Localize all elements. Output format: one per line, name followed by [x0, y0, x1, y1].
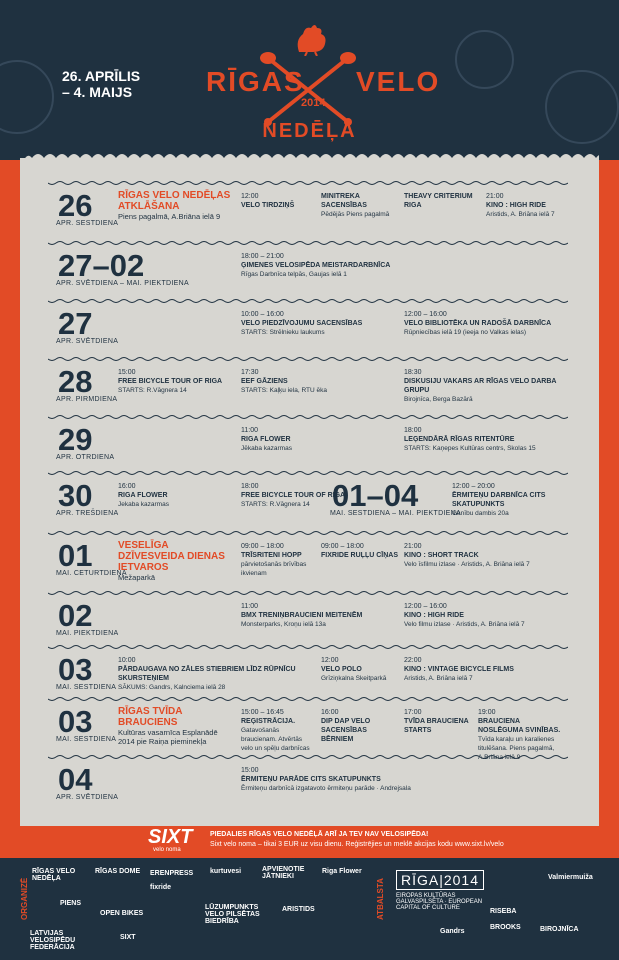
event-item — [321, 708, 398, 744]
event-dates — [62, 68, 140, 100]
event-name: VELO POLO — [321, 666, 362, 673]
event-name: RIGA FLOWER — [118, 492, 168, 499]
promo-details: Sixt velo noma – tikai 3 EUR uz visu dienu. Reģistrējies un meklē akcijas kodu www.sixt.lv/velo — [210, 841, 504, 848]
event-place: Tvīda karaļu un karalienes titulēšana. Piens pagalmā, A.Briāna ielā 9 — [478, 736, 555, 761]
event-time: 10:00 — [118, 657, 136, 664]
event-item — [241, 368, 398, 395]
event-place: Jēkaba kazarmas — [241, 445, 292, 452]
event-place: STARTS: R.Vāgnera 14 — [241, 501, 310, 508]
featured-event — [118, 190, 233, 221]
promo-text — [210, 830, 504, 850]
event-item — [321, 542, 398, 560]
row-divider — [48, 644, 568, 650]
event-name: MINITREKA SACENSĪBAS — [321, 193, 367, 209]
organizers-label: ORGANIZĒ — [20, 877, 29, 920]
promo-headline: PIEDALIES RĪGAS VELO NEDĒĻĀ ARĪ JA TEV NAV VELOSIPĒDA! — [210, 831, 429, 838]
sponsor-logo: fixride — [150, 884, 172, 891]
row-day-number: 01 — [58, 538, 93, 573]
featured-event-title: RĪGAS TVĪDA BRAUCIENS — [118, 706, 183, 728]
schedule-row — [48, 538, 568, 596]
row-weekday: MAI. SESTDIENA — [56, 736, 117, 743]
event-name: FIXRIDE RUĻĻU CĪŅAS — [321, 552, 398, 559]
event-place: STARTS: Kaļķu iela, RTU ēka — [241, 387, 327, 394]
event-time: 18:00 – 21:00 — [241, 253, 284, 260]
row-weekday: APR. SVĒTDIENA – MAI. PIEKTDIENA — [56, 280, 189, 287]
logo-word-velo: VELO — [356, 66, 441, 97]
row-day-number: 29 — [58, 422, 93, 457]
event-time: 12:00 – 16:00 — [404, 603, 447, 610]
event-item — [404, 708, 472, 735]
sponsor-logo: ARISTIDS — [282, 906, 315, 913]
event-item — [118, 368, 235, 395]
row-day-range: 01–04 — [332, 478, 419, 513]
row-day-number: 03 — [58, 704, 93, 739]
bicycle-wheel-decoration — [455, 30, 514, 89]
featured-event-place: Mežaparkā — [118, 573, 156, 582]
row-day-number: 04 — [58, 762, 93, 797]
row-weekday: APR. TREŠDIENA — [56, 510, 119, 517]
event-item — [241, 482, 446, 509]
event-time: 12:00 – 20:00 — [452, 483, 495, 490]
row-divider — [48, 356, 568, 362]
event-name: THEAVY CRITERIUM RIGA — [404, 193, 473, 209]
row-weekday: APR. SVĒTDIENA — [56, 794, 119, 801]
event-place: Gatavošanās braucienam. Atvērtās velo un spēļu darbnīcas — [241, 727, 310, 752]
event-name: KINO : VINTAGE BICYCLE FILMS — [404, 666, 514, 673]
event-item — [404, 368, 562, 404]
logo — [206, 66, 441, 110]
row-divider — [48, 696, 568, 702]
row-divider — [48, 180, 568, 186]
event-time: 09:00 – 18:00 — [321, 543, 364, 550]
sponsor-logo: PIENS — [60, 900, 82, 907]
event-item — [241, 192, 315, 210]
event-item — [241, 708, 315, 753]
event-name: ĒRMITEŅU DARBNĪCA CITS SKATUPUNKTS — [452, 492, 546, 508]
event-time: 12:00 — [241, 193, 259, 200]
event-name: VELO BIBLIOTĒKA UN RADOŠĀ DARBNĪCA — [404, 320, 552, 327]
event-time: 18:00 — [241, 483, 259, 490]
featured-event-title: VESELĪGA DZĪVESVEIDA DIENAS IETVAROS — [118, 540, 225, 573]
row-day-number: 02 — [58, 598, 93, 633]
event-name: FREE BICYCLE TOUR OF RIGA — [118, 378, 223, 385]
row-divider — [48, 414, 568, 420]
event-item — [241, 426, 398, 453]
row-weekday: MAI. CETURTDIENA — [56, 570, 127, 577]
event-place: Ērmiteņu darbnīcā izgatavoto ērmiteņu parāde · Andrejsala — [241, 785, 411, 792]
sponsor-logo: LŪZUMPUNKTS VELO PILSĒTAS BIEDRĪBA — [205, 904, 260, 925]
event-name: BRAUCIENA NOSLĒGUMA SVINĪBAS. — [478, 718, 561, 734]
event-time: 15:00 — [241, 767, 259, 774]
sponsor-logo: APVIENOTIE JĀTNIEKI — [262, 866, 305, 880]
event-name: VELO PIEDZĪVOJUMU SACENSĪBAS — [241, 320, 363, 327]
sixt-subtitle: velo noma — [153, 847, 181, 853]
event-name: FREE BICYCLE TOUR OF RIGA — [241, 492, 346, 499]
event-item — [241, 252, 562, 279]
event-place: STARTS: Kaņepes Kultūras centrs, Skolas 15 — [404, 445, 536, 452]
event-item — [404, 310, 562, 337]
row-weekday: MAI. PIEKTDIENA — [56, 630, 119, 637]
event-name: DIP DAP VELO SACENSĪBAS BĒRNIEM — [321, 718, 371, 743]
capital-of-culture-text: EIROPAS KULTŪRAS GALVASPILSĒTA · EUROPEAN CAPITAL OF CULTURE — [396, 893, 483, 911]
event-place: Pēdējās Piens pagalmā — [321, 211, 390, 218]
event-name: PĀRDAUGAVA NO ZĀLES STIEBRIEM LĪDZ RŪPNĪCU SKURSTEŅIEM — [118, 666, 296, 682]
row-weekday-range: MAI. SESTDIENA – MAI. PIEKTDIENA — [330, 510, 461, 517]
event-time: 12:00 — [321, 657, 339, 664]
event-place: pārvietošanās brīvības ikvienam — [241, 561, 307, 577]
event-place: Velo filmu izlase · Aristids, A. Briāna ielā 7 — [404, 621, 525, 628]
event-name: VELO TIRDZIŅŠ — [241, 202, 295, 209]
featured-event-title: RĪGAS VELO NEDĒĻAS ATKLĀŠANA — [118, 190, 231, 212]
event-time: 18:00 — [404, 427, 422, 434]
event-name: DISKUSIJU VAKARS AR RĪGAS VELO DARBA GRUPU — [404, 378, 557, 394]
sixt-logo: SIXT — [148, 826, 193, 848]
event-place: SĀKUMS: Gandrs, Kalnciema ielā 28 — [118, 684, 226, 691]
event-place: Aristids, A. Briāna ielā 7 — [404, 675, 473, 682]
event-time: 15:00 — [118, 369, 136, 376]
featured-event — [118, 706, 233, 746]
event-item — [404, 656, 562, 683]
sponsor-logo: RISEBA — [490, 908, 517, 915]
event-time: 09:00 – 18:00 — [241, 543, 284, 550]
row-day-number: 26 — [58, 188, 93, 223]
row-day-number: 03 — [58, 652, 93, 687]
event-time: 19:00 — [478, 709, 496, 716]
featured-event-place: Piens pagalmā, A.Briāna ielā 9 — [118, 212, 221, 221]
event-item — [118, 656, 315, 692]
event-item — [241, 542, 315, 578]
row-divider — [48, 470, 568, 476]
row-divider — [48, 590, 568, 596]
event-time: 21:00 — [486, 193, 504, 200]
row-day-number: 28 — [58, 364, 93, 399]
row-weekday: APR. OTRDIENA — [56, 454, 115, 461]
sponsor-logo: RĪGAS DOME — [95, 868, 141, 875]
logo-word-rigas: RĪGAS — [206, 66, 305, 97]
logo-subtitle: NEDĒĻA — [262, 120, 357, 142]
event-item — [404, 542, 562, 569]
event-time: 16:00 — [118, 483, 136, 490]
sponsor-logo: SIXT — [120, 934, 136, 941]
event-time: 10:00 – 16:00 — [241, 311, 284, 318]
event-item — [404, 602, 562, 629]
event-name: REĢISTRĀCIJA. — [241, 718, 296, 725]
event-name: ĢIMENES VELOSIPĒDA MEISTARDARBNĪCA — [241, 262, 391, 269]
logo-year: 2014 — [301, 97, 326, 109]
event-time: 12:00 – 16:00 — [404, 311, 447, 318]
row-day-number: 27 — [58, 306, 93, 341]
event-place: Birojnīca, Berga Bazārā — [404, 396, 473, 403]
event-dates-text: 26. APRĪLIS – 4. MAIJS — [62, 68, 141, 100]
event-item — [241, 766, 562, 793]
row-weekday: MAI. SESTDIENA — [56, 684, 117, 691]
event-time: 17:30 — [241, 369, 259, 376]
event-item — [241, 310, 398, 337]
sponsor-logo: LATVIJAS VELOSIPĒDU FEDERĀCIJA — [30, 930, 76, 951]
event-item — [452, 482, 562, 518]
row-divider — [48, 240, 568, 246]
event-name: KINO : HIGH RIDE — [486, 202, 546, 209]
sponsor-logo: BROOKS — [490, 924, 521, 931]
row-divider — [48, 754, 568, 760]
riga-2014-logo: RĪGA|2014 — [396, 870, 484, 890]
row-weekday: APR. SESTDIENA — [56, 220, 119, 227]
sponsor-logo: OPEN BIKES — [100, 910, 144, 917]
event-item — [321, 192, 398, 219]
event-name: ĒRMITEŅU PARĀDE CITS SKATUPUNKTS — [241, 776, 381, 783]
event-time: 11:00 — [241, 603, 258, 610]
event-name: RIGA FLOWER — [241, 436, 291, 443]
schedule-row — [48, 762, 568, 820]
event-place: Ganību dambis 20a — [452, 510, 509, 517]
event-time: 11:00 — [241, 427, 258, 434]
event-name: LEĢENDĀRĀ RĪGAS RITENTŪRE — [404, 436, 515, 443]
event-place: STARTS: R.Vāgnera 14 — [118, 387, 187, 394]
row-day-number: 30 — [58, 478, 93, 513]
event-time: 15:00 – 16:45 — [241, 709, 284, 716]
row-divider — [48, 298, 568, 304]
event-item — [241, 602, 398, 629]
featured-event-place: Kultūras vasarnīca Esplanādē 2014 pie Raiņa pieminekļa — [118, 728, 218, 746]
event-item — [404, 426, 562, 453]
event-name: EEF GĀZIENS — [241, 378, 288, 385]
event-time: 17:00 — [404, 709, 422, 716]
event-item — [404, 192, 480, 210]
sponsor-logo: BIROJNĪCA — [540, 926, 579, 933]
event-place: Jekaba kazarmas — [118, 501, 169, 508]
event-time: 21:00 — [404, 543, 422, 550]
event-place: STARTS: Strēlnieku laukums — [241, 329, 325, 336]
event-time: 16:00 — [321, 709, 339, 716]
event-item — [118, 482, 235, 509]
event-name: TRĪSRITENI HOPP — [241, 552, 302, 559]
event-name: KINO : SHORT TRACK — [404, 552, 479, 559]
event-place: Rīgas Darbnīca telpās, Gaujas ielā 1 — [241, 271, 347, 278]
event-time: 18:30 — [404, 369, 422, 376]
sponsor-logo: Riga Flower — [322, 868, 362, 875]
event-place: Monsterparks, Kroņu ielā 13a — [241, 621, 326, 628]
event-item — [321, 656, 398, 683]
event-place: Aristids, A. Briāna ielā 7 — [486, 211, 555, 218]
schedule-row — [48, 478, 568, 536]
event-item — [486, 192, 562, 219]
featured-event — [118, 540, 233, 582]
sponsor-logo: kurtuvesi — [210, 868, 242, 875]
event-name: TVĪDA BRAUCIENA STARTS — [404, 718, 469, 734]
event-name: KINO : HIGH RIDE — [404, 612, 464, 619]
sponsor-logo: RĪGAS VELO NEDĒĻA — [32, 868, 76, 882]
event-place: Velo īsfilmu izlase · Aristids, A. Briāna ielā 7 — [404, 561, 530, 568]
row-day-number: 27–02 — [58, 248, 145, 283]
event-time: 22:00 — [404, 657, 422, 664]
sponsor-logo: Valmiermuiža — [548, 874, 593, 881]
event-place: Rūpniecības ielā 19 (ieeja no Valkas ielas) — [404, 329, 527, 336]
schedule-row — [48, 188, 568, 246]
event-name: BMX TRENIŅBRAUCIENI MEITENĒM — [241, 612, 363, 619]
event-place: Grīziņkalna Skeitparkā — [321, 675, 387, 682]
supporters-label: ATBALSTA — [376, 878, 385, 920]
row-weekday: APR. SVĒTDIENA — [56, 338, 119, 345]
sponsor-logo: ERENPRESS — [150, 870, 194, 877]
row-weekday: APR. PIRMDIENA — [56, 396, 118, 403]
row-divider — [48, 530, 568, 536]
sponsor-logo: Gandrs — [440, 928, 465, 935]
